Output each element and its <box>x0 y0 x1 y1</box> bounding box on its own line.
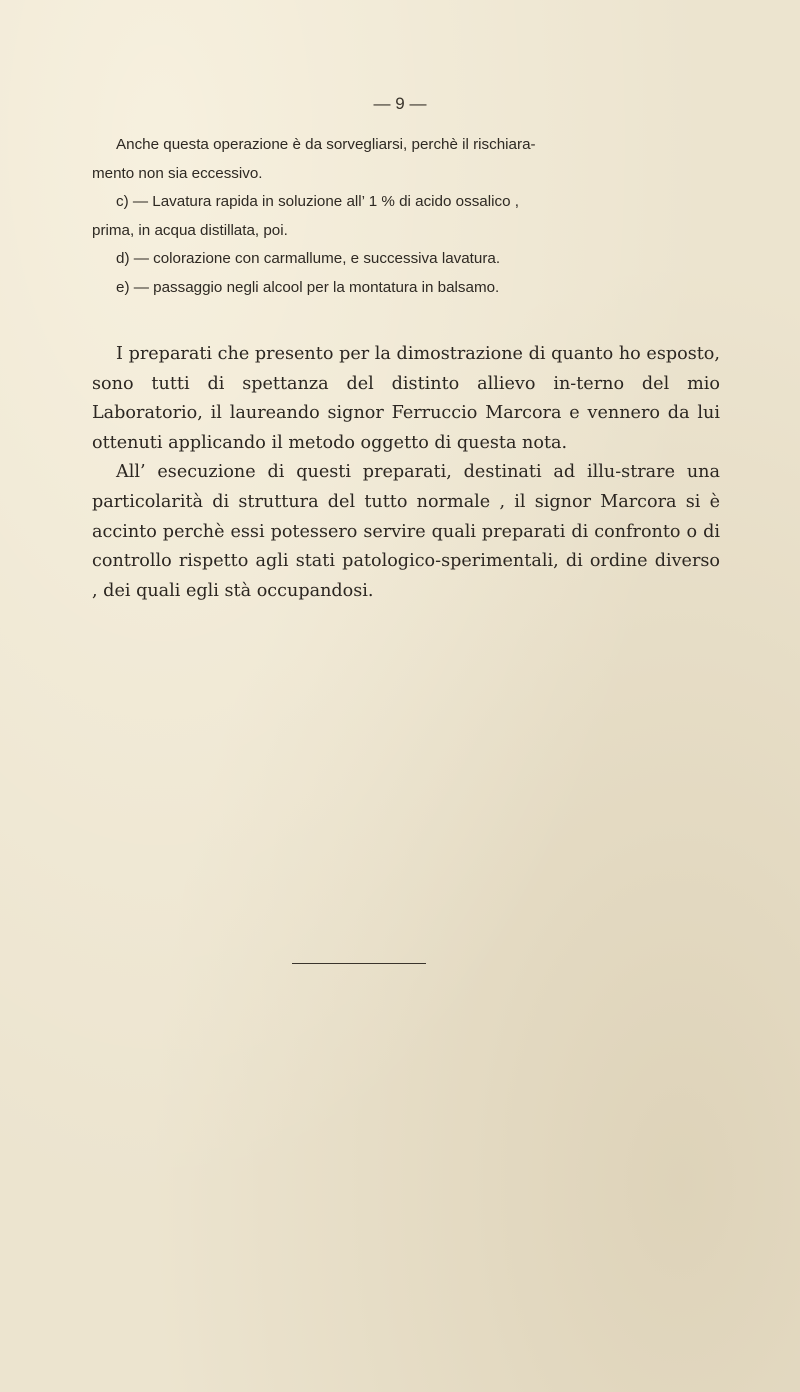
procedure-steps <box>92 131 720 303</box>
main-body <box>92 340 720 606</box>
page-number: — 9 — <box>373 94 427 113</box>
step-e: e) — passaggio negli alcool per la montatura in balsamo. <box>116 278 500 296</box>
text-line: prima, in acqua distillata, poi. <box>92 221 288 239</box>
text-line: Anche questa operazione è da sorvegliarsi, perchè il rischiara- <box>116 136 536 153</box>
step-c: c) — Lavatura rapida in soluzione all’ 1 % di acido ossalico , <box>116 193 519 211</box>
closing-rule <box>292 963 426 964</box>
paragraph: All’ esecuzione di questi preparati, destinati ad illu-strare una particolarità di struttura del tutto normale , il signor Marcora si è accinto perchè essi potessero servire quali preparati di confronto o di controllo rispetto agli stati patologico-sperimentali, di ordine diverso , dei quali egli stà occupandosi. <box>92 462 720 601</box>
step-d: d) — colorazione con carmallume, e successiva lavatura. <box>116 250 501 268</box>
text-line: mento non sia eccessivo. <box>92 164 263 182</box>
paragraph: I preparati che presento per la dimostrazione di quanto ho esposto, sono tutti di spettanza del distinto allievo in-terno del mio Laboratorio, il laureando signor Ferruccio Marcora e vennero da lui ottenuti applicando il metodo oggetto di questa nota. <box>92 344 720 453</box>
